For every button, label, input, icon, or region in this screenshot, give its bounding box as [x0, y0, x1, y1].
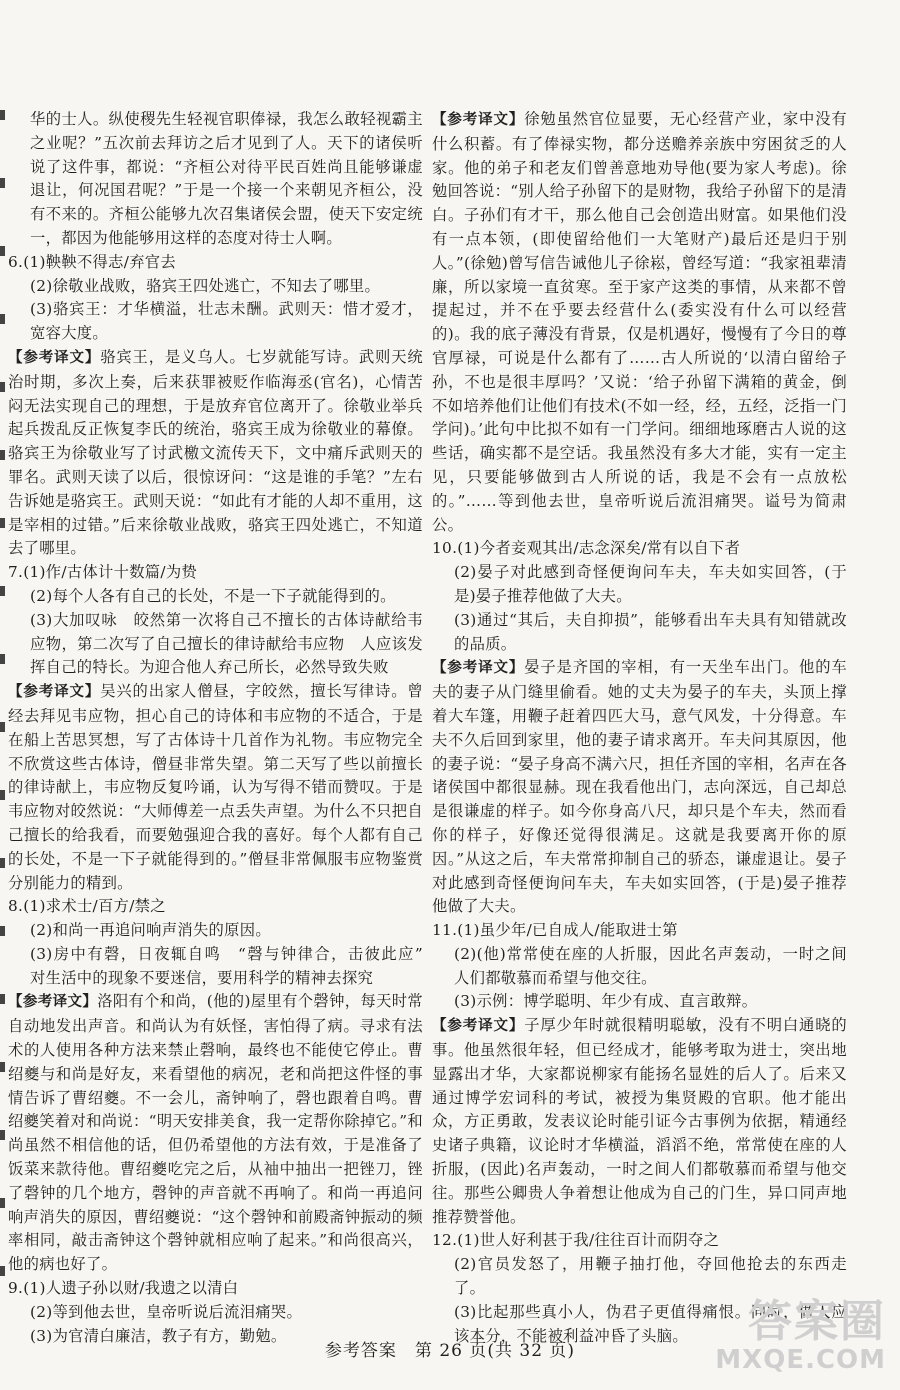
q9-answer-2: (2)等到他去世，皇帝听说后流泪痛哭。	[30, 1302, 303, 1321]
q6-translation	[8, 346, 423, 561]
q11-answer-2: (2)(他)常常使在座的人折服，因此名声轰动，一时之间人们都敬慕而希望与他交往。	[454, 944, 847, 987]
page-footer: 参考答案 第 26 页(共 32 页)	[324, 1341, 576, 1361]
q9-translation-text: 徐勉虽然官位显要，无心经营产业，家中没有什么积蓄。有了俸禄实物，都分送赡养亲族中穷困贫乏的人家。他的弟子和老友们曾善意地劝导他(要为家人考虑)。徐勉回答说：“别人给子孙留下的是财物，我给子孙留下的是清白。子孙们有才干，那么他自己会创造出财富。如果他们没有一点本领，(即使留给他们一大笔财产)最后还是归于别人。”(徐勉)曾写信告诫他儿子徐崧，曾经写道：“我家祖辈清廉，所以家境一直贫寒。至于家产这类的事情，从来都不曾提起过，并不在乎要去经营什么(委实没有什么可以经营的)。我的底子薄没有背景，仅是机遇好，慢慢有了今日的尊官厚禄，可说是什么都有了……古人所说的‘以清白留给子孙，不也是很丰厚吗？’又说：‘给子孙留下满箱的黄金，倒不如培养他们让他们有技术(不如一经，经，五经，泛指一门学问)。’此句中比拟不如有一门学问。细细地琢磨古人说的这些话，确实都不是空话。我虽然没有多大才能，实有一定主见，只要能够做到古人所说的话，我是不会有一点放松的。”……等到他去世，皇帝听说后流泪痛哭。谥号为简肃公。	[432, 110, 847, 534]
reference-translation-label: 【参考译文】	[8, 994, 98, 1011]
q11-answer-3: (3)示例：博学聪明、年少有成、直言敢辩。	[454, 992, 758, 1011]
reference-translation-label: 【参考译文】	[432, 112, 525, 128]
reference-translation-label: 【参考译文】	[8, 684, 101, 701]
q7-answer-1: 7.(1)作/古体计十数篇/为贽	[8, 563, 198, 582]
q6-translation-text: 骆宾王，是义乌人。七岁就能写诗。武则天统治时期，多次上奏，后来获罪被贬作临海丞(官名)，心情苦闷无法实现自己的理想，于是放弃官位离开了。徐敬业举兵起兵拨乱反正恢复李氏的统治，骆宾王成为徐敬业的幕僚。骆宾王为徐敬业写了讨武檄文流传天下，文中痛斥武则天的罪名。武则天读了以后，很惊讶问：“这是谁的手笔？”左右告诉她是骆宾王。武则天说：“如此有才能的人却不重用，这是宰相的过错。”后来徐敬业战败，骆宾王四处逃亡，不知道去了哪里。	[8, 347, 423, 558]
q12-answer-2: (2)官员发怒了，用鞭子抽打他，夺回他抢去的东西走了。	[454, 1255, 847, 1298]
reference-translation-label: 【参考译文】	[8, 349, 101, 366]
q10-answer-1: 10.(1)今者妾观其出/志念深矣/常有以自下者	[432, 539, 741, 558]
q6-answer-1: 6.(1)鞅鞅不得志/弃官去	[8, 252, 176, 271]
q8-translation	[8, 990, 423, 1277]
left-column	[8, 108, 439, 1348]
q8-answer-3: (3)房中有磬，日夜辄自鸣 “磬与钟律合，击彼此应” 对生活中的现象不要迷信，要用科学的精神去探究	[30, 944, 439, 987]
q7-translation	[8, 680, 423, 895]
q7-answer-3: (3)大加叹咏 皎然第一次将自己不擅长的古体诗献给韦应物，第二次写了自己擅长的律诗献给韦应物 人应该发挥自己的特长。为迎合他人弃己所长，必然导致失败	[30, 610, 423, 677]
q8-answer-2: (2)和尚一再追问响声消失的原因。	[30, 921, 271, 940]
watermark-url: MXQE.COM	[715, 1345, 886, 1375]
q9-answer-3: (3)为官清白廉洁，教子有方，勤勉。	[30, 1326, 287, 1345]
q11-translation-text: 子厚少年时就很精明聪敏，没有不明白通晓的事。他虽然很年轻，但已经成才，能够考取为进士，突出地显露出才华，大家都说柳家有能扬名显姓的后人了。后来又通过博学宏词科的考试，被授为集贤殿的官职。他才能出众，方正勇敢，发表议论时能引证今古事例为依据，精通经史诸子典籍，议论时才华横溢，滔滔不绝，常常使在座的人折服，(因此)名声轰动，一时之间人们都敬慕而希望与他交往。那些公卿贵人争着想让他成为自己的门生，异口同声地推荐赞誉他。	[432, 1016, 847, 1226]
q8-answer-1: 8.(1)求术士/百方/禁之	[8, 897, 166, 916]
binding-edge-marks	[0, 110, 6, 1310]
q8-translation-text: 洛阳有个和尚，(他的)屋里有个磬钟，每天时常自动地发出声音。和尚认为有妖怪，害怕得了病。寻求有法术的人使用各种方法来禁止磬响，最终也不能使它停止。曹绍夔与和尚是好友，来看望他的病况，老和尚把这件怪的事情告诉了曹绍夔。不一会儿，斋钟响了，磬也跟着自鸣。曹绍夔笑着对和尚说：“明天安排美食，我一定帮你除掉它。”和尚虽然不相信他的话，但仍希望他的方法有效，于是准备了饭菜来款待他。曹绍夔吃完之后，从袖中抽出一把锉刀，锉了磬钟的几个地方，磬钟的声音就不再响了。和尚一再追问响声消失的原因，曹绍夔说：“这个磬钟和前殿斋钟振动的频率相同，敲击斋钟这个磬钟就相应响了起来。”和尚很高兴，他的病也好了。	[8, 992, 423, 1274]
q7-answer-2: (2)每个人各有自己的长处，不是一下子就能得到的。	[30, 586, 396, 605]
q6-answer-2: (2)徐敬业战败，骆宾王四处逃亡，不知去了哪里。	[30, 276, 381, 295]
continued-paragraph: 华的士人。纵使稷先生轻视官职俸禄，我怎么敢轻视霸主之业呢？”五次前去拜访之后才见到了人。天下的诸侯听说了这件事，都说：“齐桓公对待平民百姓尚且能够谦虚退让，何况国君呢？”于是一个接一个来朝见齐桓公，没有不来的。齐桓公能够九次召集诸侯会盟，使天下安定统一，都因为他能够用这样的态度对待士人啊。	[30, 110, 423, 247]
q10-answer-2: (2)晏子对此感到奇怪便询问车夫，车夫如实回答，(于是)晏子推荐他做了大夫。	[454, 563, 847, 605]
reference-translation-label: 【参考译文】	[432, 1018, 525, 1035]
site-watermark	[676, 1298, 886, 1384]
q11-translation	[432, 1014, 847, 1229]
q7-translation-text: 吴兴的出家人僧昼，字皎然，擅长写律诗。曾经去拜见韦应物，担心自己的诗体和韦应物的不适合，于是在船上苦思冥想，写了古体诗十几首作为礼物。韦应物完全不欣赏这些古体诗，僧昼非常失望。第二天写了些以前擅长的律诗献上，韦应物反复吟诵，认为写得不错而赞叹。于是韦应物对皎然说：“大师傅差一点丢失声望。为什么不只把自己擅长的给我看，而要勉强迎合我的喜好。每个人都有自己的长处，不是一下子就能得到的。”僧昼非常佩服韦应物鉴赏分别能力的精到。	[8, 682, 423, 892]
q9-answer-1: 9.(1)人遗子孙以财/我遗之以清白	[8, 1279, 239, 1298]
q6-answer-3: (3)骆宾王：才华横溢，壮志未酬。武则天：惜才爱才，宽容大度。	[30, 300, 423, 343]
q12-answer-1: 12.(1)世人好利甚于我/往往百计而阴夺之	[432, 1231, 720, 1250]
watermark-logo-text: 答案圈	[748, 1296, 886, 1347]
q11-answer-1: 11.(1)虽少年/已自成人/能取进士第	[432, 921, 678, 940]
q10-answer-3: (3)通过“其后，夫自抑损”，能够看出车夫具有知错就改的品质。	[454, 610, 847, 653]
reference-translation-label: 【参考译文】	[432, 660, 525, 677]
q9-translation	[432, 108, 847, 537]
q10-translation-text: 晏子是齐国的宰相，有一天坐车出门。他的车夫的妻子从门缝里偷看。她的丈夫为晏子的车夫，头顶上撑着大车篷，用鞭子赶着四匹大马，意气风发，十分得意。车夫不久后回到家里，他的妻子请求离开。车夫问其原因，他的妻子说：“晏子身高不满六尺，担任齐国的宰相，名声在各诸侯国中都很显赫。现在我看他出门，志向深远，自己却总是很谦虚的样子。如今你身高八尺，却只是个车夫，然而看你的样子，好像还觉得很满足。这就是我要离开你的原因。”从这之后，车夫常常抑制自己的骄态，谦虚退让。晏子对此感到奇怪便询问车夫，车夫如实回答，(于是)晏子推荐他做了大夫。	[432, 658, 847, 916]
right-column	[432, 108, 847, 1348]
q10-translation	[432, 656, 847, 919]
q12-answer-3: (3)比起那些真小人，伪君子更值得痛恨。同时，做人应该本分，不能被利益冲昏了头脑。	[454, 1302, 847, 1345]
